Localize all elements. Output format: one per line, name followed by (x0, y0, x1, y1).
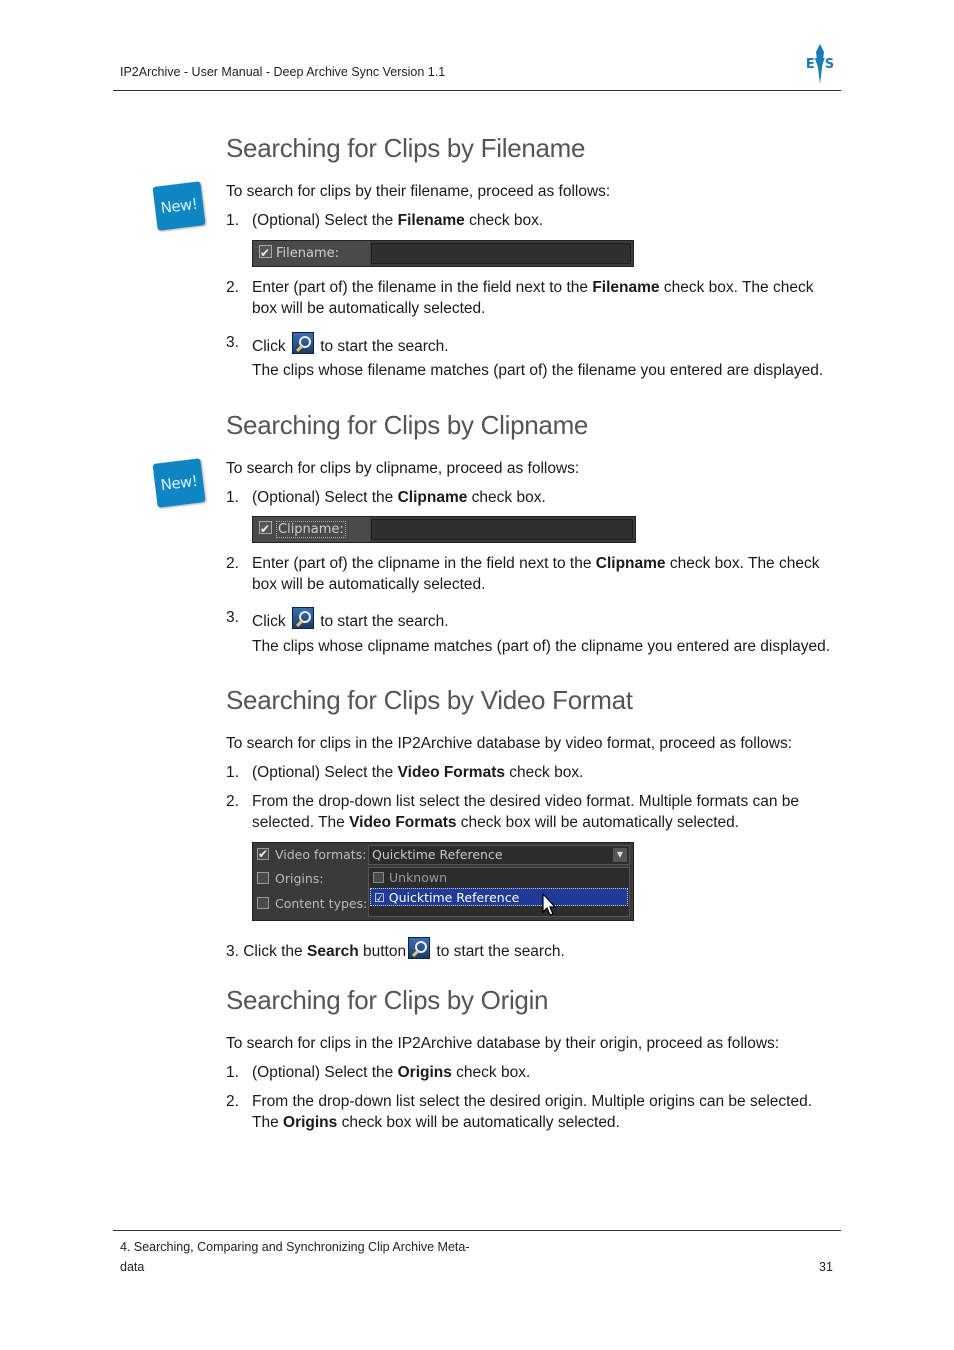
origins-checkbox[interactable] (257, 869, 324, 889)
checkbox-icon (373, 872, 384, 883)
step-bold: Clipname (595, 555, 666, 572)
new-badge-text: New! (159, 471, 199, 495)
step-num: 2. (226, 1093, 239, 1110)
step-bold: Origins (283, 1114, 338, 1131)
content-types-label: Content types: (275, 896, 368, 911)
step-text: check box. (464, 212, 544, 229)
option-label: Unknown (389, 870, 448, 885)
intro-filename: To search for clips by their filename, proceed as follows: (226, 183, 611, 200)
logo-text: EVS (805, 57, 835, 72)
clipname-label: Clipname: (278, 522, 344, 537)
step-text: Enter (part of) the filename in the field next to the (252, 279, 593, 296)
footer-chapter-line2: data (120, 1260, 145, 1274)
page-number: 31 (819, 1260, 833, 1274)
filename-input[interactable] (371, 243, 631, 264)
step-num: 2. (226, 555, 239, 572)
step-text: to start the search. (432, 943, 565, 960)
option-unknown[interactable] (373, 869, 447, 887)
section-title-filename: Searching for Clips by Filename (226, 133, 586, 163)
footer-chapter-line1: 4. Searching, Comparing and Synchronizing Clip Archive Meta- (120, 1240, 470, 1254)
step-text: check box. (505, 764, 584, 781)
option-label: Quicktime Reference (388, 890, 520, 905)
step-bold: Video Formats (397, 764, 505, 781)
content-types-checkbox[interactable] (257, 894, 367, 914)
step-3-filename (226, 332, 842, 357)
step-num: 3. (226, 609, 239, 626)
step-num: 1. (226, 489, 239, 506)
search-icon (292, 332, 314, 354)
search-icon (408, 937, 430, 959)
step-bold: Origins (397, 1064, 452, 1081)
video-format-options (368, 867, 630, 917)
step-1-filename (226, 210, 842, 231)
step-2-origin (226, 1091, 842, 1133)
step-1-origin (226, 1062, 842, 1083)
step-text: From the drop-down list select the desired video format. Multiple formats can be selected. The (252, 793, 800, 831)
intro-clipname: To search for clips by clipname, proceed as follows: (226, 460, 580, 477)
running-header: IP2Archive - User Manual - Deep Archive Sync Version 1.1 (120, 65, 446, 79)
checkbox-icon (259, 521, 272, 534)
clipname-input[interactable] (371, 519, 633, 540)
chevron-down-icon[interactable]: ▼ (613, 848, 627, 862)
filename-label: Filename: (276, 246, 340, 261)
step-bold: Filename (397, 212, 465, 229)
section-title-clipname: Searching for Clips by Clipname (226, 410, 589, 440)
dropdown-value: Quicktime Reference (372, 847, 503, 862)
step-text: to start the search. (315, 338, 449, 355)
step-text: button (358, 943, 407, 960)
video-formats-checkbox[interactable] (257, 845, 366, 865)
step-bold: Clipname (397, 489, 468, 506)
checkbox-icon (257, 872, 269, 884)
step-text: (Optional) Select the (252, 489, 398, 506)
step-3-video-format (226, 937, 842, 962)
checkbox-icon (257, 848, 269, 860)
step-text: check box. The check box will be automatically selected. (252, 555, 820, 593)
clipname-checkbox[interactable] (253, 517, 370, 542)
new-badge (152, 458, 205, 508)
step-num: 1. (226, 1064, 239, 1081)
step-text: check box will be automatically selected. (456, 814, 740, 831)
step-text: (Optional) Select the (252, 1064, 398, 1081)
step-num: 2. (226, 279, 239, 296)
step-text: Click (252, 338, 290, 355)
mouse-pointer-icon (542, 893, 558, 917)
step-text: (Optional) Select the (252, 212, 398, 229)
step-bold: Filename (592, 279, 660, 296)
checkbox-icon (259, 245, 272, 258)
evs-logo (803, 44, 837, 84)
new-badge (152, 181, 205, 231)
search-icon (292, 607, 314, 629)
step-num: 2. (226, 793, 239, 810)
step-2-video-format (226, 791, 842, 833)
step-text: check box. (467, 489, 546, 506)
option-quicktime-reference[interactable] (370, 888, 628, 906)
origins-label: Origins: (275, 871, 324, 886)
clipname-search-bar (252, 516, 636, 543)
footer-rule (113, 1230, 841, 1231)
step-num: 1. (226, 212, 239, 229)
video-formats-label: Video formats: (275, 847, 367, 862)
section-title-origin: Searching for Clips by Origin (226, 985, 549, 1015)
step-2-filename (226, 277, 842, 319)
step-text: (Optional) Select the (252, 764, 398, 781)
step-text: check box. (451, 1064, 531, 1081)
step-3-clipname (226, 607, 842, 632)
step-text: 3. Click the (226, 943, 307, 960)
step-1-video-format (226, 762, 842, 783)
section-title-video-format: Searching for Clips by Video Format (226, 685, 633, 715)
intro-video-format: To search for clips in the IP2Archive database by video format, proceed as follows: (226, 735, 793, 752)
step-text: From the drop-down list select the desired origin. Multiple origins can be selected. The (252, 1093, 812, 1131)
step-num: 1. (226, 764, 239, 781)
step-text: check box. The check box will be automatically selected. (252, 279, 814, 317)
step-text: to start the search. (315, 613, 449, 630)
step-text: Click (252, 613, 290, 630)
filename-checkbox[interactable] (253, 241, 370, 266)
video-format-panel (252, 842, 634, 921)
checkmark-icon: ☑ (374, 891, 385, 905)
intro-origin: To search for clips in the IP2Archive database by their origin, proceed as follows: (226, 1035, 780, 1052)
step-text: Enter (part of) the clipname in the field next to the (252, 555, 596, 572)
result-clipname: The clips whose clipname matches (part of) the clipname you entered are displayed. (252, 638, 831, 655)
video-format-dropdown[interactable] (368, 845, 630, 865)
header-rule (113, 90, 841, 91)
step-2-clipname (226, 553, 842, 595)
filename-search-bar (252, 240, 634, 267)
checkbox-icon (257, 897, 269, 909)
step-text: check box will be automatically selected. (337, 1114, 620, 1131)
new-badge-text: New! (159, 194, 199, 218)
step-bold: Video Formats (349, 814, 457, 831)
result-filename: The clips whose filename matches (part of) the filename you entered are displayed. (252, 362, 824, 379)
step-num: 3. (226, 334, 239, 351)
step-1-clipname (226, 487, 842, 508)
step-bold: Search (306, 943, 359, 960)
